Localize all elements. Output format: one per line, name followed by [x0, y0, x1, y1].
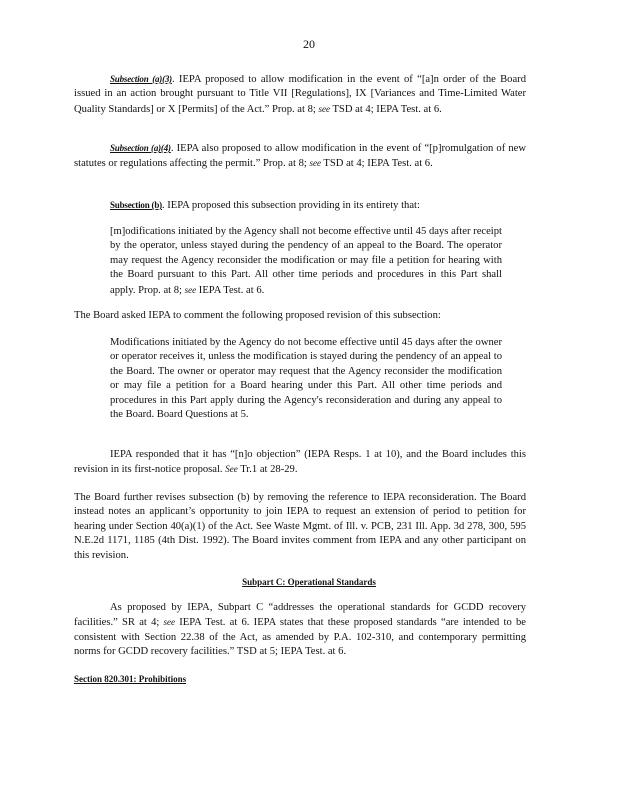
block-quote-proposal: [m]odifications initiated by the Agency shall not become effective until 45 days after receipt by the operator, unless stayed during the pendency of an appeal to the Board. The operator may request the Agency reconsider the modification or may file a petition for hearing with the Board pursuant to this Part. All other time periods and procedures in this Part shall apply. Prop. at 8; see IEPA Test. at 6.	[110, 226, 502, 296]
paragraph-board-asked: The Board asked IEPA to comment the following proposed revision of this subsection:	[74, 310, 441, 321]
subpart-heading: Subpart C: Operational Standards	[242, 577, 376, 587]
paragraph-board-revises: The Board further revises subsection (b) by removing the reference to IEPA reconsideration. The Board instead notes an applicant’s opportunity to join IEPA to request an extension of period to petition for hearing under Section 40(a)(1) of the Act. See Waste Mgmt. of Ill. v. PCB, 231 Ill. App. 3d 278, 300, 595 N.E.2d 1171, 1185 (4th Dist. 1992). The Board invites comment from IEPA and any other participant on this revision.	[74, 492, 526, 561]
subsection-label: Subsection (b)	[110, 200, 162, 210]
subsection-label: Subsection (a)(3)	[110, 74, 172, 84]
block-quote-revision: Modifications initiated by the Agency do not become effective until 45 days after the owner or operator receives it, unless the modification is stayed during the pendency of an appeal to the Board. The owner or operator may request that the Agency reconsider the modification or may file a petition for a Board hearing under this Part. All other time periods and procedures in this Part apply during the Agency's reconsideration and during any appeal to the Board. Board Questions at 5.	[110, 337, 502, 421]
section-heading: Section 820.301: Prohibitions	[74, 674, 187, 684]
page-number: 20	[303, 37, 315, 51]
subsection-label: Subsection (a)(4)	[110, 143, 171, 153]
paragraph-subsection-b: Subsection (b). IEPA proposed this subsection providing in its entirety that:	[110, 200, 420, 211]
paragraph-as-proposed: As proposed by IEPA, Subpart C “addresses the operational standards for GCDD recovery facilities.” SR at 4; see IEPA Test. at 6. IEPA states that these proposed standards “are intended to be consistent with Section 22.38 of the Act, as amended by P.A. 102-310, and contemporary permitting norms for GCDD recovery facilities.” TSD at 5; IEPA Test. at 6.	[74, 602, 526, 658]
paragraph-iepa-responded: IEPA responded that it has “[n]o objection” (IEPA Resps. 1 at 10), and the Board includes this revision in its first-notice proposal. See Tr.1 at 28-29.	[74, 449, 526, 476]
paragraph-subsection-a4: Subsection (a)(4). IEPA also proposed to allow modification in the event of “[p]romulgation of new statutes or regulations affecting the permit.” Prop. at 8; see TSD at 4; IEPA Test. at 6.	[74, 143, 526, 170]
paragraph-subsection-a3: Subsection (a)(3). IEPA proposed to allow modification in the event of “[a]n order of the Board issued in an action brought pursuant to Title VII [Regulations], IX [Variances and Time-Limited Water Quality Standards] or X [Permits] of the Act.” Prop. at 8; see TSD at 4; IEPA Test. at 6.	[74, 74, 526, 115]
